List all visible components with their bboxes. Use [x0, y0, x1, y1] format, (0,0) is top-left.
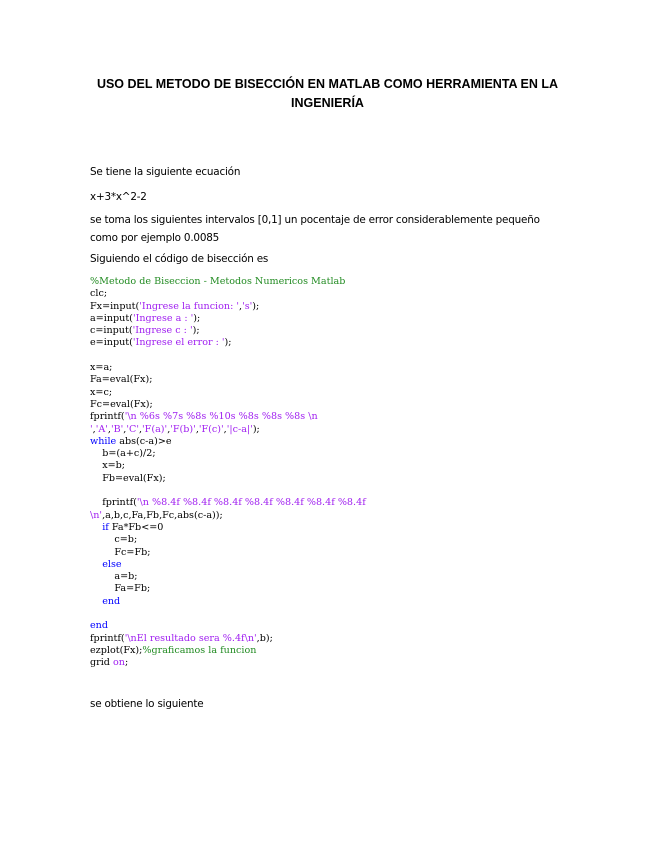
code-string: 'F(b)': [170, 423, 196, 435]
code-text: Fb=eval(Fx);: [90, 472, 166, 484]
code-string: 'C': [126, 423, 139, 435]
code-line: [90, 534, 570, 546]
matlab-code-block: [90, 276, 570, 670]
code-text: ,: [92, 423, 96, 435]
code-line: [90, 411, 570, 423]
code-text: );: [192, 325, 200, 337]
code-text: );: [252, 423, 260, 435]
code-text: ,: [138, 423, 143, 435]
code-text: ,: [195, 423, 199, 435]
code-string: '\n %6s %7s %8s %10s %8s %8s %8s \n: [124, 411, 318, 423]
code-text: x=c;: [90, 386, 113, 398]
code-text: x=a;: [90, 362, 113, 374]
code-string: 'F(a)': [142, 423, 168, 435]
code-text: abs(c-a)>e: [116, 435, 172, 447]
code-line: [90, 288, 570, 300]
code-text: c=input(: [90, 325, 133, 337]
code-string: 'Ingrese a : ': [132, 312, 194, 324]
code-line: [90, 620, 570, 632]
code-text: ,b);: [256, 632, 273, 644]
code-line: [90, 276, 570, 288]
code-text: ,: [123, 423, 127, 435]
interval-paragraph: se toma los siguientes intervalos [0,1] un pocentaje de error considerablemente pequeño como por ejemplo 0.0085: [90, 214, 540, 244]
code-blank-line: [90, 350, 570, 362]
code-string: 's': [242, 300, 253, 312]
code-text: x=b;: [90, 460, 126, 472]
code-text: );: [193, 312, 201, 324]
code-text: ezplot(Fx);: [90, 644, 143, 656]
code-string: 'Ingrese el error : ': [132, 337, 225, 349]
code-text: Fa=eval(Fx);: [90, 374, 153, 386]
code-text: grid: [90, 657, 113, 669]
code-blank-line: [90, 485, 570, 497]
code-line: [90, 510, 570, 522]
code-text: a=input(: [90, 312, 133, 324]
code-text: e=input(: [90, 337, 133, 349]
code-keyword: end: [90, 595, 121, 607]
code-text: );: [224, 337, 232, 349]
code-line: [90, 547, 570, 559]
code-line: [90, 571, 570, 583]
code-string: on: [113, 657, 125, 669]
code-keyword: end: [90, 620, 108, 632]
code-text: ,: [239, 300, 243, 312]
code-line: [90, 362, 570, 374]
code-string: 'F(c)': [198, 423, 224, 435]
code-text: ,a,b,c,Fa,Fb,Fc,abs(c-a));: [102, 509, 223, 521]
code-string: \n': [90, 509, 103, 521]
code-line: [90, 424, 570, 436]
code-line: [90, 448, 570, 460]
code-line: [90, 337, 570, 349]
code-text: fprintf(: [90, 497, 137, 509]
code-string: '\n %8.4f %8.4f %8.4f %8.4f %8.4f %8.4f %8.4f: [136, 497, 366, 509]
code-text: Fa*Fb<=0: [108, 521, 164, 533]
code-line: [90, 436, 570, 448]
result-paragraph: se obtiene lo siguiente: [90, 698, 204, 710]
intro-paragraph: Se tiene la siguiente ecuación: [90, 166, 241, 178]
code-line: [90, 657, 570, 669]
code-text: ,: [167, 423, 171, 435]
code-line: [90, 473, 570, 485]
code-text: Fc=Fb;: [90, 546, 151, 558]
code-line: [90, 301, 570, 313]
code-text: c=b;: [90, 534, 138, 546]
code-line: [90, 596, 570, 608]
code-line: [90, 460, 570, 472]
code-line: [90, 387, 570, 399]
code-string: 'Ingrese la funcion: ': [139, 300, 240, 312]
code-line: [90, 522, 570, 534]
code-comment: %Metodo de Biseccion - Metodos Numericos Matlab: [90, 276, 346, 287]
code-string: '\nEl resultado sera %.4f\n': [124, 632, 257, 644]
code-string: '|c-a|': [226, 423, 253, 435]
code-text: Fa=Fb;: [90, 583, 151, 595]
code-text: ,: [107, 423, 111, 435]
code-line: [90, 583, 570, 595]
code-string: ': [90, 423, 93, 435]
equation-text: x+3*x^2-2: [90, 191, 147, 203]
code-intro-paragraph: Siguiendo el código de bisección es: [90, 253, 269, 265]
code-text: Fx=input(: [90, 300, 140, 312]
code-line: [90, 559, 570, 571]
code-line: [90, 399, 570, 411]
code-line: [90, 645, 570, 657]
code-text: ;: [124, 657, 129, 669]
code-line: [90, 633, 570, 645]
code-string: 'Ingrese c : ': [132, 325, 193, 337]
code-line: [90, 374, 570, 386]
code-keyword: else: [90, 558, 122, 570]
code-keyword: if: [90, 521, 109, 533]
code-blank-line: [90, 608, 570, 620]
code-text: a=b;: [90, 571, 138, 583]
code-line: [90, 325, 570, 337]
document-title: USO DEL METODO DE BISECCIÓN EN MATLAB COMO HERRAMIENTA EN LA INGENIERÍA: [96, 77, 559, 110]
code-text: b=(a+c)/2;: [90, 448, 156, 460]
code-text: fprintf(: [90, 411, 125, 423]
code-string: 'B': [110, 423, 124, 435]
code-comment: %graficamos la funcion: [142, 644, 257, 656]
code-line: [90, 497, 570, 509]
code-text: fprintf(: [90, 632, 125, 644]
code-string: 'A': [95, 423, 108, 435]
code-text: ,: [223, 423, 227, 435]
code-text: Fc=eval(Fx);: [90, 398, 153, 410]
code-text: );: [252, 300, 260, 312]
code-text: clc;: [90, 288, 108, 300]
code-line: [90, 313, 570, 325]
code-keyword: while: [90, 435, 117, 447]
